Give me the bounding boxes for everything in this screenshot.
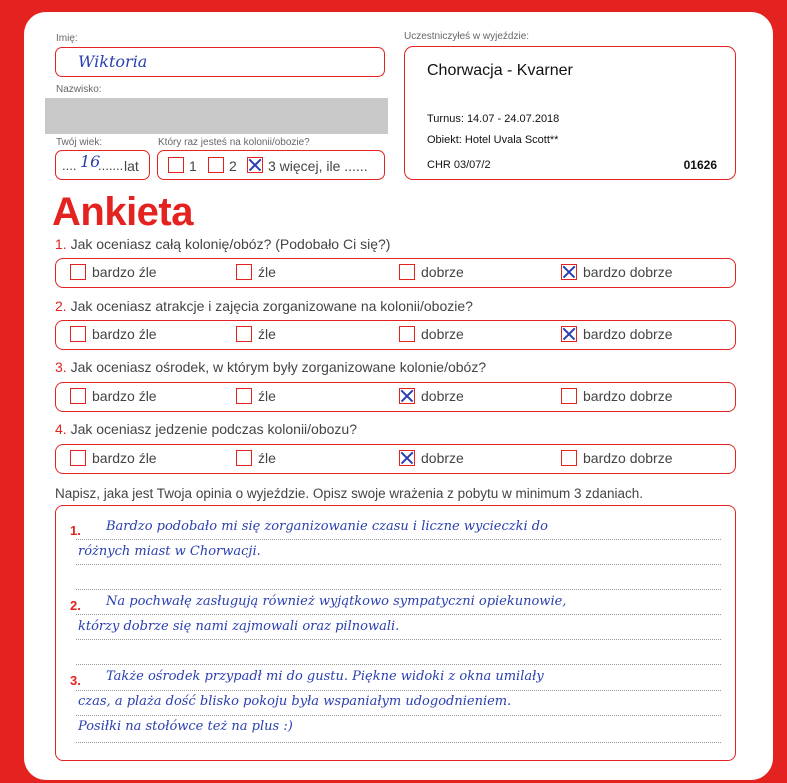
question-3	[55, 359, 486, 375]
option-2-4[interactable]	[561, 326, 673, 342]
option-1-4[interactable]	[561, 264, 673, 280]
answer-line: różnych miast w Chorwacji.	[78, 544, 261, 559]
option-label: źle	[258, 450, 276, 466]
option-label: bardzo źle	[92, 264, 157, 280]
question-number: 3.	[55, 359, 67, 375]
option-4-2[interactable]	[236, 450, 276, 466]
answer-number: 2.	[70, 598, 81, 613]
checkbox[interactable]	[236, 450, 252, 466]
age-label: Twój wiek:	[56, 137, 103, 148]
age-unit: lat	[124, 158, 139, 174]
answer-number: 3.	[70, 673, 81, 688]
times-field	[157, 150, 385, 180]
answer-line: którzy dobrze się nami zajmowali oraz pilnowali.	[78, 619, 400, 634]
age-value: 16	[80, 152, 101, 171]
trip-turnus: Turnus: 14.07 - 24.07.2018	[427, 113, 560, 125]
question-number: 4.	[55, 421, 67, 437]
checkbox[interactable]	[561, 388, 577, 404]
question-1-options	[55, 258, 736, 288]
option-label: bardzo dobrze	[583, 264, 673, 280]
question-text: Jak oceniasz ośrodek, w którym były zorganizowane kolonie/obóz?	[70, 359, 487, 375]
question-2	[55, 298, 473, 314]
trip-label: Uczestniczyłeś w wyjeździe:	[404, 31, 530, 42]
checkbox[interactable]	[236, 264, 252, 280]
question-text: Jak oceniasz atrakcje i zajęcia zorganizowane na kolonii/obozie?	[70, 298, 473, 314]
option-label: źle	[258, 326, 276, 342]
times-opt2-label: 2	[229, 158, 237, 174]
name-label: Imię:	[56, 33, 78, 44]
surname-redacted	[45, 98, 388, 134]
checkbox[interactable]	[561, 326, 577, 342]
question-4	[55, 421, 357, 437]
question-3-options	[55, 382, 736, 412]
checkbox[interactable]	[236, 388, 252, 404]
checkbox[interactable]	[70, 450, 86, 466]
answer-line: Także ośrodek przypadł mi do gustu. Piękne widoki z okna umilały	[106, 669, 544, 684]
option-1-2[interactable]	[236, 264, 276, 280]
name-field[interactable]	[55, 47, 385, 77]
option-4-1[interactable]	[70, 450, 157, 466]
question-text: Jak oceniasz jedzenie podczas kolonii/obozu?	[70, 421, 357, 437]
option-3-3[interactable]	[399, 388, 464, 404]
page-title: Ankieta	[52, 190, 193, 234]
question-4-options	[55, 444, 736, 474]
checkbox[interactable]	[236, 326, 252, 342]
question-1	[55, 236, 390, 252]
option-2-1[interactable]	[70, 326, 157, 342]
option-2-3[interactable]	[399, 326, 464, 342]
trip-number: 01626	[683, 158, 717, 172]
times-opt3-label: 3 więcej, ile ......	[268, 158, 368, 174]
option-label: dobrze	[421, 326, 464, 342]
trip-destination: Chorwacja - Kvarner	[427, 62, 573, 79]
option-label: bardzo dobrze	[583, 326, 673, 342]
option-label: źle	[258, 388, 276, 404]
option-label: dobrze	[421, 388, 464, 404]
option-3-2[interactable]	[236, 388, 276, 404]
times-checkbox-1[interactable]	[168, 157, 184, 173]
checkbox[interactable]	[399, 388, 415, 404]
checkbox[interactable]	[561, 264, 577, 280]
trip-info-box	[404, 46, 736, 180]
answer-line: Na pochwałę zasługują również wyjątkowo sympatyczni opiekunowie,	[106, 594, 567, 609]
option-label: bardzo źle	[92, 388, 157, 404]
name-value: Wiktoria	[78, 52, 148, 71]
times-checkbox-2[interactable]	[208, 157, 224, 173]
answer-number: 1.	[70, 523, 81, 538]
question-number: 1.	[55, 236, 67, 252]
checkbox[interactable]	[561, 450, 577, 466]
trip-code: CHR 03/07/2	[427, 159, 491, 171]
option-label: źle	[258, 264, 276, 280]
option-4-4[interactable]	[561, 450, 673, 466]
opinion-box[interactable]	[55, 505, 736, 761]
checkbox[interactable]	[70, 388, 86, 404]
checkbox[interactable]	[399, 326, 415, 342]
opinion-prompt: Napisz, jaka jest Twoja opinia o wyjeździe. Opisz swoje wrażenia z pobytu w minimum 3 zdaniach.	[55, 486, 644, 501]
times-label: Który raz jesteś na kolonii/obozie?	[158, 137, 310, 148]
option-3-1[interactable]	[70, 388, 157, 404]
checkbox[interactable]	[70, 264, 86, 280]
option-1-1[interactable]	[70, 264, 157, 280]
option-label: bardzo źle	[92, 326, 157, 342]
age-dots-right: .......	[98, 158, 124, 173]
times-checkbox-3[interactable]	[247, 157, 263, 173]
answer-line: Bardzo podobało mi się zorganizowanie czasu i liczne wycieczki do	[106, 519, 548, 534]
option-label: bardzo dobrze	[583, 388, 673, 404]
option-label: dobrze	[421, 450, 464, 466]
option-label: dobrze	[421, 264, 464, 280]
trip-obiekt: Obiekt: Hotel Uvala Scott**	[427, 134, 559, 146]
option-label: bardzo dobrze	[583, 450, 673, 466]
option-4-3[interactable]	[399, 450, 464, 466]
option-1-3[interactable]	[399, 264, 464, 280]
option-2-2[interactable]	[236, 326, 276, 342]
times-opt1-label: 1	[189, 158, 197, 174]
checkbox[interactable]	[399, 264, 415, 280]
answer-line: czas, a plaża dość blisko pokoju była wspaniałym udogodnieniem.	[78, 694, 512, 709]
question-number: 2.	[55, 298, 67, 314]
age-dots-left: ....	[62, 158, 77, 173]
checkbox[interactable]	[70, 326, 86, 342]
surname-label: Nazwisko:	[56, 84, 102, 95]
option-3-4[interactable]	[561, 388, 673, 404]
age-field[interactable]	[55, 150, 150, 180]
option-label: bardzo źle	[92, 450, 157, 466]
answer-line: Posiłki na stołówce też na plus :)	[78, 719, 293, 734]
question-text: Jak oceniasz całą kolonię/obóz? (Podobało Ci się?)	[70, 236, 391, 252]
question-2-options	[55, 320, 736, 350]
checkbox[interactable]	[399, 450, 415, 466]
